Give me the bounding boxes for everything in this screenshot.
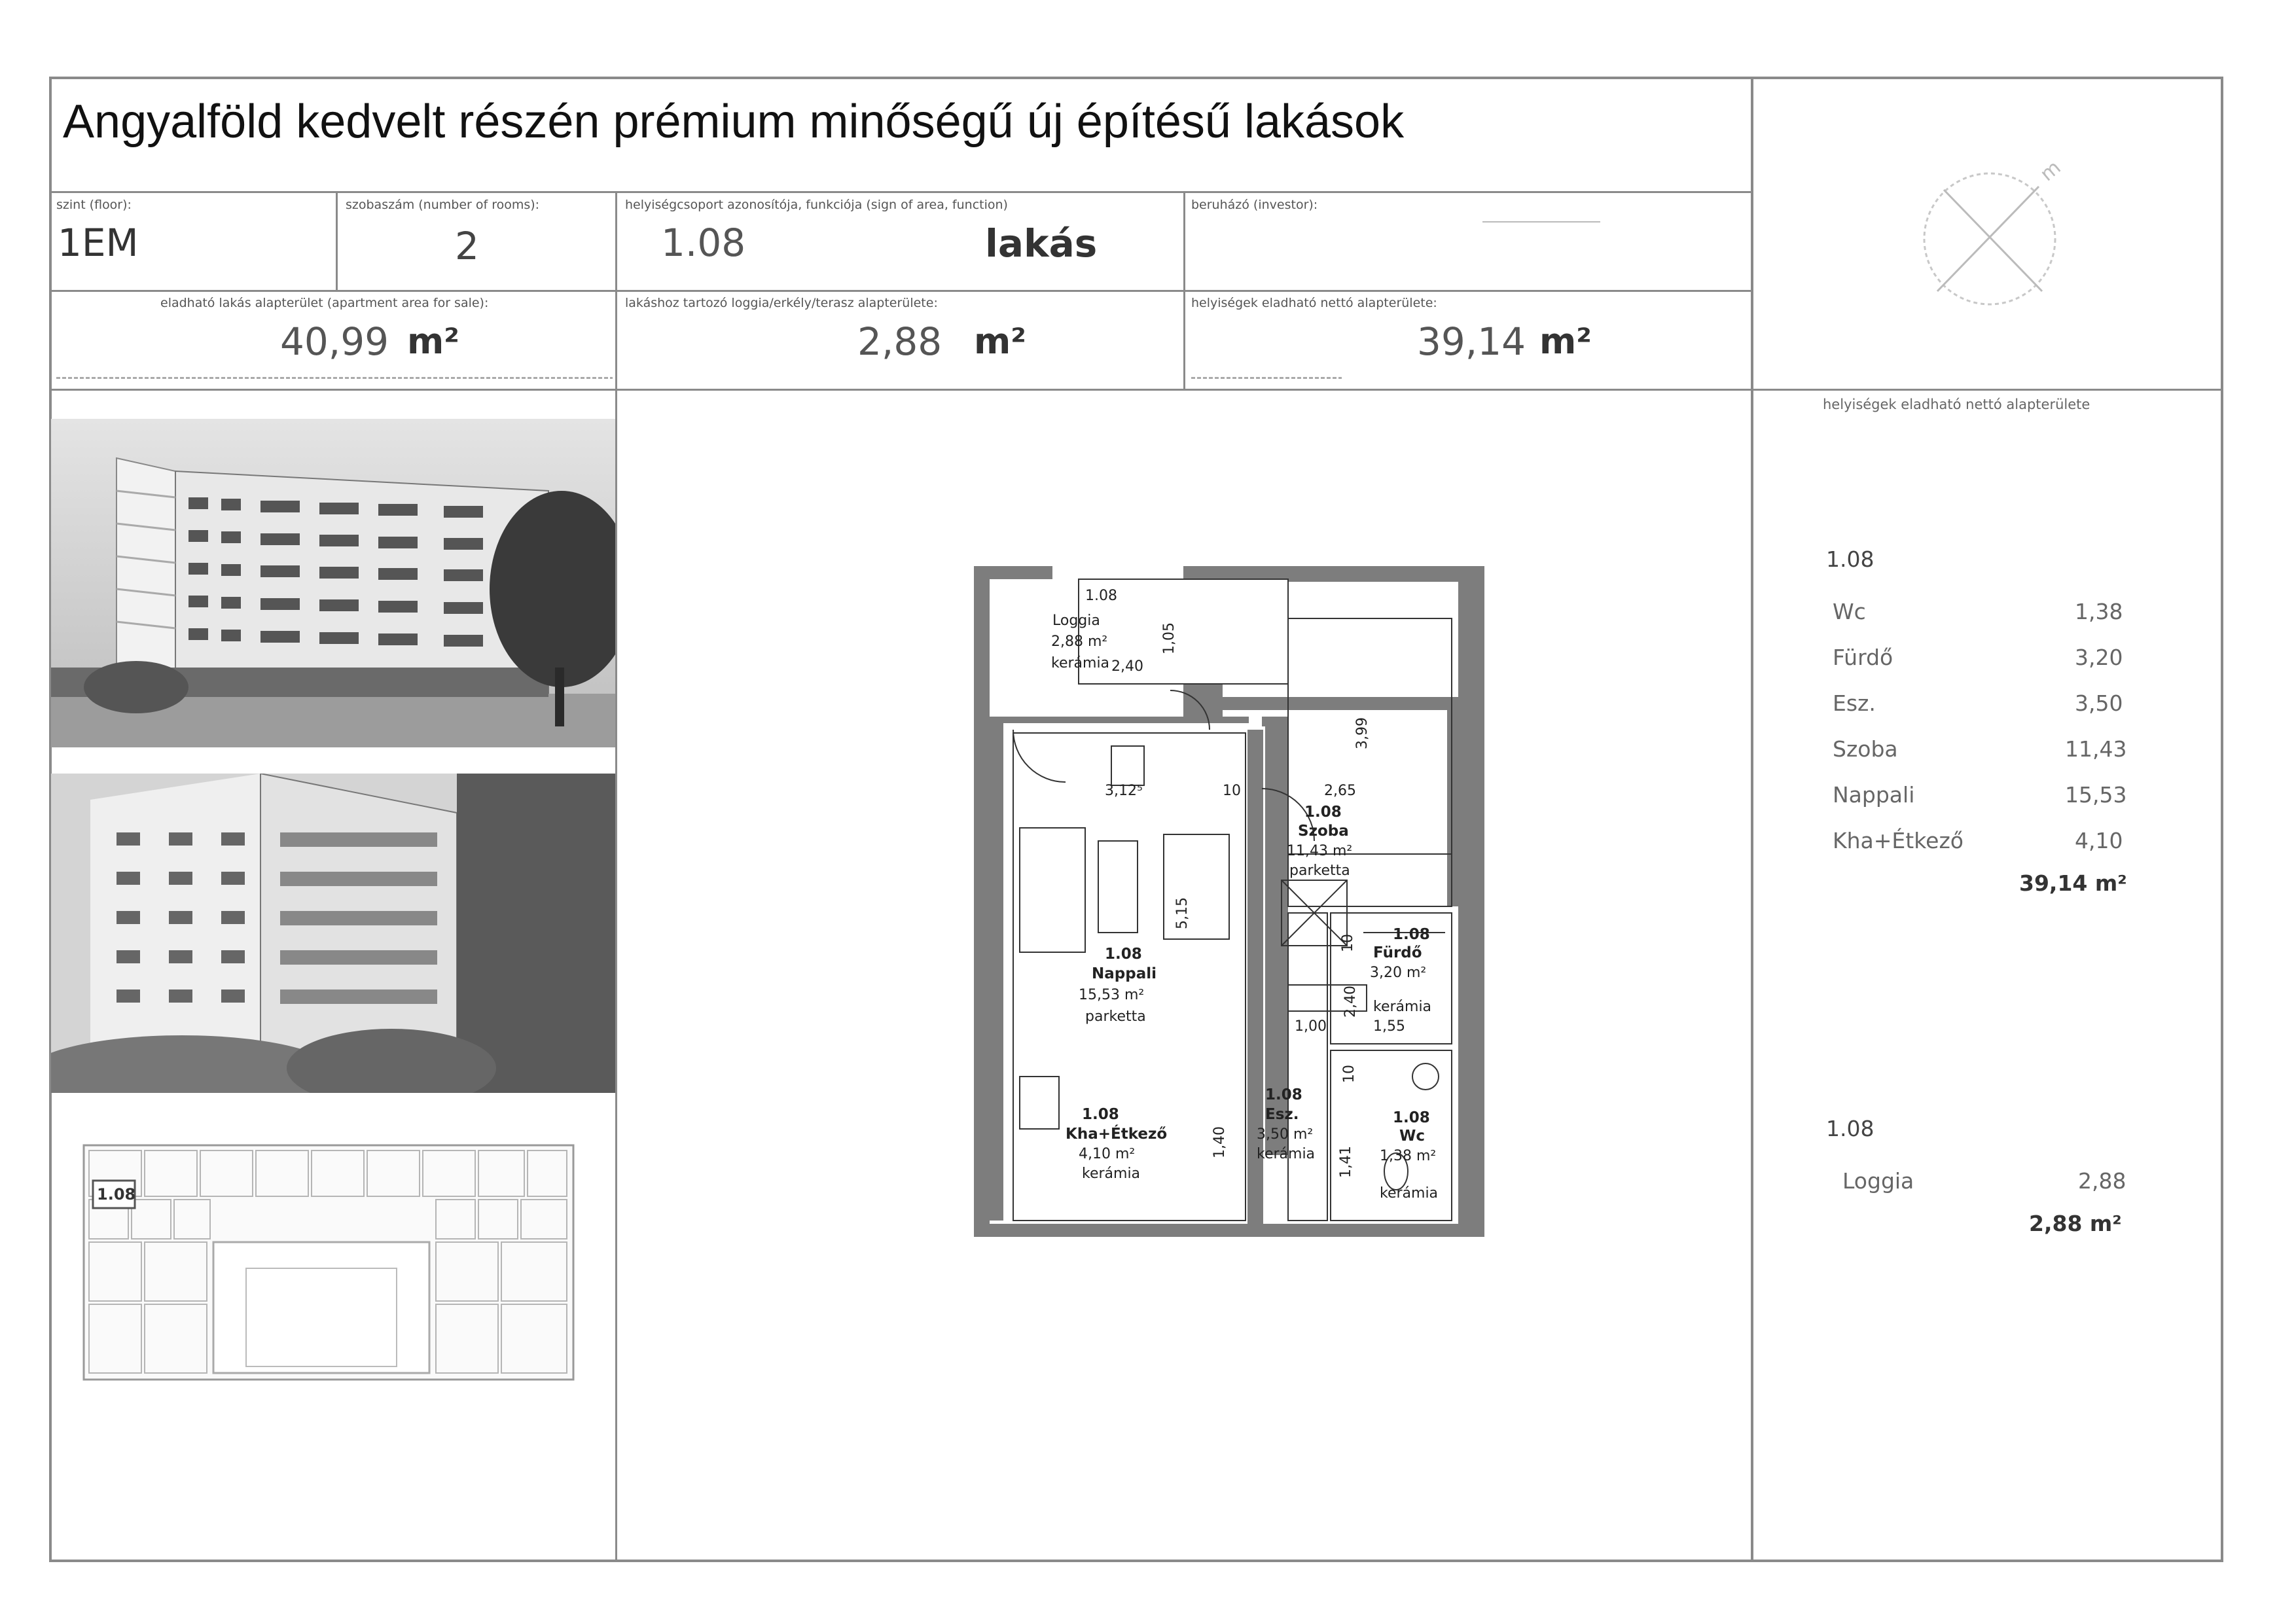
plan-wc-area: 1,38 m² bbox=[1380, 1148, 1437, 1164]
divider-col3 bbox=[1183, 191, 1185, 391]
sidebar-room-1-area: 1,38 bbox=[2075, 599, 2123, 624]
plan-furdo-name: Fürdő bbox=[1373, 944, 1422, 961]
plan-szoba-floor: parketta bbox=[1289, 863, 1350, 879]
floor-label: szint (floor): bbox=[56, 198, 132, 212]
divider-sidebar bbox=[1751, 77, 1753, 1562]
plan-loggia-area: 2,88 m² bbox=[1051, 633, 1108, 650]
plan-wc-name: Wc bbox=[1399, 1128, 1426, 1145]
plan-loggia-name: Loggia bbox=[1052, 613, 1100, 629]
key-plan-unit-tag: 1.08 bbox=[97, 1185, 136, 1204]
sidebar-room-1-name: Wc bbox=[1833, 599, 1866, 624]
plan-nappali-dim-h: 5,15 bbox=[1174, 897, 1191, 929]
sidebar-heading: helyiségek eladható nettó alapterülete bbox=[1823, 397, 2090, 412]
plan-furdo-floor: kerámia bbox=[1373, 999, 1432, 1015]
divider-col2 bbox=[615, 191, 617, 1562]
sidebar-room-2-name: Fürdő bbox=[1833, 645, 1893, 670]
plan-nappali-dim-w: 3,12⁵ bbox=[1105, 783, 1143, 799]
plan-konyha-floor: kerámia bbox=[1082, 1166, 1141, 1182]
floor-value: 1EM bbox=[58, 221, 139, 265]
plan-szoba-dim-h: 3,99 bbox=[1354, 717, 1371, 749]
rooms-label: szobaszám (number of rooms): bbox=[346, 198, 540, 212]
building-render-photo-1 bbox=[51, 419, 615, 747]
investor-label: beruházó (investor): bbox=[1191, 198, 1318, 212]
plan-szoba-id: 1.08 bbox=[1304, 804, 1342, 821]
sidebar-group2-total: 2,88 m² bbox=[2029, 1211, 2122, 1236]
sidebar-group1-id: 1.08 bbox=[1826, 546, 1874, 572]
frame-top bbox=[49, 77, 2223, 79]
key-plan bbox=[82, 1144, 575, 1381]
loggia-label: lakáshoz tartozó loggia/erkély/terasz alapterülete: bbox=[625, 296, 938, 310]
sidebar-group1-total: 39,14 m² bbox=[2019, 870, 2127, 896]
plan-konyha-name: Kha+Étkező bbox=[1066, 1126, 1168, 1143]
sidebar-room-4-area: 11,43 bbox=[2065, 736, 2127, 762]
floor-plan bbox=[974, 566, 1491, 1240]
plan-furdo-dim-wall: 10 bbox=[1340, 934, 1356, 952]
plan-esz-name: Esz. bbox=[1265, 1106, 1299, 1123]
sale-area-label: eladható lakás alapterület (apartment area for sale): bbox=[160, 296, 489, 310]
plan-nappali-area: 15,53 m² bbox=[1079, 987, 1145, 1003]
sidebar-outdoor-1-area: 2,88 bbox=[2078, 1168, 2126, 1194]
plan-furdo-id: 1.08 bbox=[1393, 926, 1430, 943]
sale-area-note-line bbox=[56, 377, 613, 379]
sidebar-group2-id: 1.08 bbox=[1826, 1116, 1874, 1141]
plan-loggia-dim-h: 1,05 bbox=[1161, 622, 1177, 654]
plan-furdo-area: 3,20 m² bbox=[1370, 965, 1427, 981]
page-title: Angyalföld kedvelt részén prémium minőségű új építésű lakások bbox=[63, 96, 1405, 148]
sidebar-room-5-area: 15,53 bbox=[2065, 782, 2127, 808]
plan-szoba-area: 11,43 m² bbox=[1287, 843, 1353, 859]
building-render-photo-2 bbox=[51, 774, 615, 1093]
plan-esz-dim-w: 1,00 bbox=[1295, 1018, 1327, 1035]
area-id-label: helyiségcsoport azonosítója, funkciója (sign of area, function) bbox=[625, 198, 1008, 212]
sidebar-outdoor-1-name: Loggia bbox=[1842, 1168, 1914, 1194]
svg-text:m: m bbox=[2036, 156, 2066, 187]
investor-underline bbox=[1482, 221, 1600, 223]
divider-info-row bbox=[49, 290, 1753, 292]
frame-right bbox=[2221, 77, 2223, 1562]
loggia-unit: m² bbox=[974, 321, 1026, 362]
plan-szoba-name: Szoba bbox=[1298, 823, 1349, 840]
sidebar-room-4-name: Szoba bbox=[1833, 736, 1898, 762]
plan-konyha-dim-h: 1,40 bbox=[1211, 1126, 1228, 1158]
divider-info-bottom bbox=[49, 389, 2223, 391]
area-function-value: lakás bbox=[985, 221, 1098, 266]
north-arrow-icon bbox=[1898, 151, 2094, 321]
plan-esz-dim-h: 1,41 bbox=[1338, 1146, 1354, 1178]
plan-wc-id: 1.08 bbox=[1393, 1109, 1430, 1126]
sidebar-room-3-name: Esz. bbox=[1833, 690, 1876, 716]
sale-area-unit: m² bbox=[407, 321, 459, 362]
sidebar-room-5-name: Nappali bbox=[1833, 782, 1915, 808]
area-id-value: 1.08 bbox=[661, 221, 746, 265]
net-note-line bbox=[1191, 377, 1342, 379]
plan-konyha-id: 1.08 bbox=[1082, 1106, 1119, 1123]
plan-szoba-dim-w: 2,65 bbox=[1324, 783, 1356, 799]
sidebar-room-6-name: Kha+Étkező bbox=[1833, 828, 1964, 853]
plan-esz-floor: kerámia bbox=[1257, 1146, 1316, 1162]
plan-loggia-id: 1.08 bbox=[1085, 588, 1117, 604]
plan-loggia-floor: kerámia bbox=[1051, 655, 1110, 671]
plan-nappali-floor: parketta bbox=[1085, 1008, 1146, 1025]
plan-esz-dim-wall: 10 bbox=[1341, 1065, 1357, 1083]
divider-header bbox=[49, 191, 1753, 193]
plan-furdo-dim-w: 1,55 bbox=[1373, 1018, 1405, 1035]
net-value: 39,14 bbox=[1417, 319, 1526, 364]
sidebar-room-6-area: 4,10 bbox=[2075, 828, 2123, 853]
plan-nappali-name: Nappali bbox=[1092, 965, 1157, 982]
sidebar-room-3-area: 3,50 bbox=[2075, 690, 2123, 716]
frame-bottom bbox=[49, 1560, 2223, 1562]
sidebar-room-2-area: 3,20 bbox=[2075, 645, 2123, 670]
plan-esz-area: 3,50 m² bbox=[1257, 1126, 1314, 1143]
net-unit: m² bbox=[1539, 321, 1592, 362]
net-label: helyiségek eladható nettó alapterülete: bbox=[1191, 296, 1437, 310]
plan-nappali-id: 1.08 bbox=[1105, 946, 1142, 963]
sale-area-value: 40,99 bbox=[280, 319, 389, 364]
plan-konyha-area: 4,10 m² bbox=[1079, 1146, 1136, 1162]
divider-col1 bbox=[336, 191, 338, 291]
loggia-value: 2,88 bbox=[857, 319, 942, 364]
plan-nappali-dim-wall: 10 bbox=[1223, 783, 1241, 799]
rooms-value: 2 bbox=[455, 224, 479, 268]
plan-loggia-dim-w: 2,40 bbox=[1111, 658, 1143, 675]
plan-furdo-dim-h: 2,40 bbox=[1342, 986, 1359, 1018]
plan-esz-id: 1.08 bbox=[1265, 1086, 1302, 1103]
plan-wc-floor: kerámia bbox=[1380, 1185, 1439, 1202]
